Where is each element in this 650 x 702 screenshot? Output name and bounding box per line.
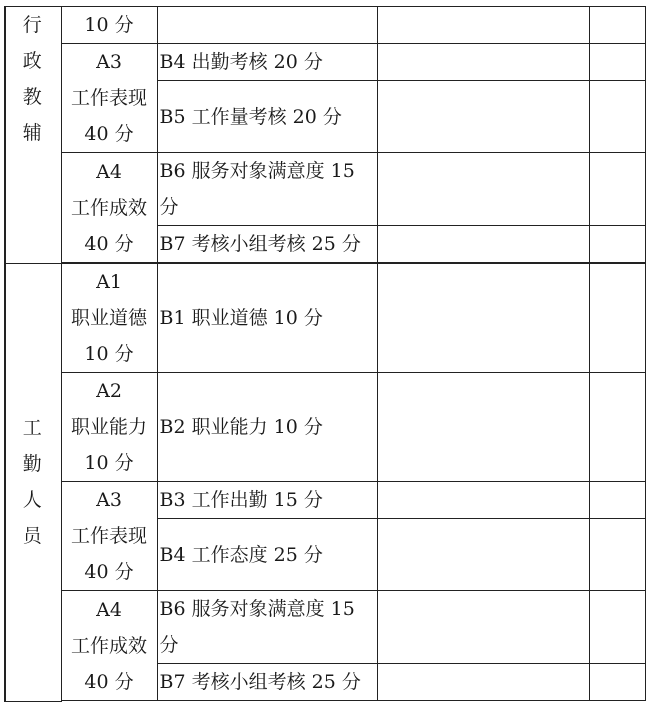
a-code: A4 — [96, 598, 122, 621]
empty-cell — [377, 7, 589, 44]
a-title: 工作成效 — [70, 196, 147, 219]
empty-cell — [377, 264, 589, 373]
table-row — [5, 373, 645, 482]
empty-cell — [377, 591, 589, 664]
a-cell — [61, 44, 157, 153]
a-cell — [61, 264, 157, 373]
empty-cell — [157, 701, 377, 702]
b-cell: B5 工作量考核 20 分 — [157, 81, 377, 153]
empty-cell — [377, 153, 589, 226]
b-cell: B6 服务对象满意度 15 分 — [157, 153, 377, 226]
empty-cell — [589, 264, 645, 373]
category-char: 人 — [22, 489, 44, 512]
b-cell: B1 职业道德 10 分 — [157, 264, 377, 373]
empty-cell — [589, 153, 645, 226]
empty-cell — [589, 226, 645, 263]
b-cell — [157, 7, 377, 44]
category-char: 教 — [22, 86, 44, 108]
a-score: 10 分 — [84, 452, 134, 474]
a-score: 40 分 — [84, 670, 134, 693]
empty-cell — [589, 591, 645, 664]
table-row — [5, 591, 645, 664]
empty-cell — [377, 482, 589, 519]
a-code: A1 — [96, 271, 122, 293]
a-title: 工作表现 — [70, 525, 147, 547]
category-char: 行 — [22, 14, 44, 36]
a-cell — [61, 7, 157, 44]
category-char: 勤 — [22, 453, 44, 476]
b-cell: B3 工作出勤 15 分 — [157, 482, 377, 519]
a-code: A3 — [96, 51, 122, 73]
a-score: 10 分 — [84, 343, 134, 365]
empty-cell — [377, 373, 589, 482]
b-cell: B6 服务对象满意度 15 分 — [157, 591, 377, 664]
table-row — [5, 153, 645, 226]
table-row — [5, 701, 645, 702]
empty-cell — [589, 7, 645, 44]
empty-cell — [377, 81, 589, 153]
empty-cell — [589, 81, 645, 153]
a-code: A2 — [96, 380, 122, 402]
table-row — [5, 44, 645, 81]
empty-cell — [589, 701, 645, 702]
a-title: 工作表现 — [70, 87, 147, 109]
b-cell: B7 考核小组考核 25 分 — [157, 226, 377, 263]
table-row — [5, 482, 645, 519]
a-title: 工作成效 — [70, 634, 147, 657]
evaluation-table — [4, 6, 646, 702]
empty-cell — [377, 701, 589, 702]
empty-cell — [377, 519, 589, 591]
empty-cell — [589, 482, 645, 519]
empty-cell — [589, 519, 645, 591]
category-cell-admin — [5, 7, 61, 264]
empty-cell — [377, 226, 589, 263]
b-cell: B7 考核小组考核 25 分 — [157, 664, 377, 701]
table-row — [5, 7, 645, 44]
category-char: 员 — [22, 525, 44, 548]
a-cell — [61, 373, 157, 482]
category-char: 政 — [22, 50, 44, 72]
category-cell-support — [5, 264, 61, 702]
b-cell: B2 职业能力 10 分 — [157, 373, 377, 482]
a-title: 职业道德 — [70, 307, 147, 329]
empty-cell — [377, 664, 589, 701]
empty-cell — [589, 664, 645, 701]
b-cell: B4 工作态度 25 分 — [157, 519, 377, 591]
category-char: 工 — [22, 417, 44, 440]
a-cell — [61, 482, 157, 591]
a-score: 10 分 — [84, 14, 134, 36]
empty-cell — [61, 701, 157, 702]
table-row — [5, 264, 645, 373]
a-title: 职业能力 — [70, 416, 147, 438]
empty-cell — [589, 44, 645, 81]
empty-cell — [589, 373, 645, 482]
b-cell: B4 出勤考核 20 分 — [157, 44, 377, 81]
a-cell — [61, 153, 157, 263]
empty-cell — [377, 44, 589, 81]
a-score: 40 分 — [84, 561, 134, 583]
category-char: 辅 — [22, 122, 44, 144]
a-score: 40 分 — [84, 123, 134, 145]
a-code: A4 — [96, 160, 122, 183]
a-cell — [61, 591, 157, 701]
a-score: 40 分 — [84, 232, 134, 255]
a-code: A3 — [96, 489, 122, 511]
